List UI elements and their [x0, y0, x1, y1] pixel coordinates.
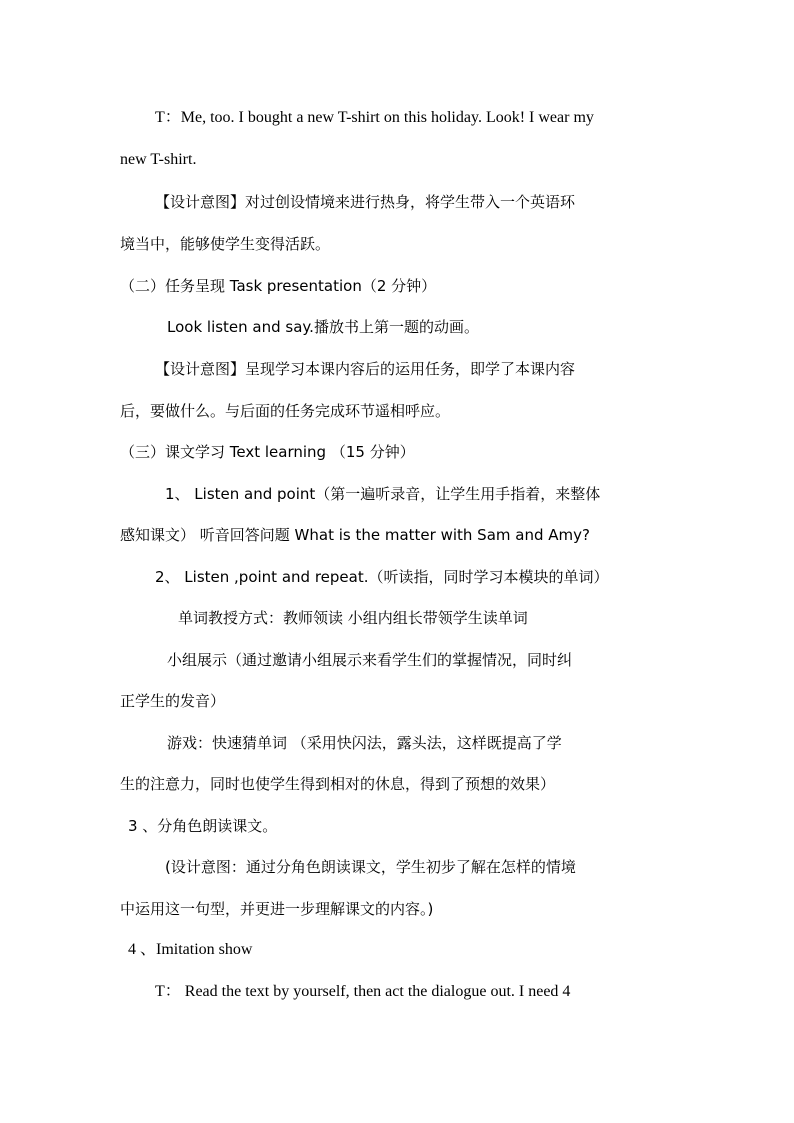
design-intent-continued: 后，要做什么。与后面的任务完成环节遥相呼应。: [120, 402, 451, 420]
design-intent-continued: 境当中，能够使学生变得活跃。: [120, 235, 331, 253]
step-2-listen-point-repeat: 2、 Listen ,point and repeat.（听读指，同时学习本模块的单词）: [155, 568, 609, 586]
section-heading-text-learning: （三）课文学习 Text learning （15 分钟）: [120, 443, 415, 461]
game-guess-words: 游戏：快速猜单词 （采用快闪法，露头法，这样既提高了学: [167, 734, 562, 752]
design-intent-role-reading-continued: 中运用这一句型，并更进一步理解课文的内容。): [120, 900, 434, 918]
step-4-imitation-show: 4 、Imitation show: [128, 941, 253, 958]
step-1-listen-and-point: 1、 Listen and point（第一遍听录音，让学生用手指着，来整体: [165, 485, 601, 503]
teacher-instruction-line: T： Read the text by yourself, then act the dialogue out. I need 4: [155, 983, 571, 1000]
design-intent-paragraph: 【设计意图】对过创设情境来进行热身，将学生带入一个英语环: [155, 193, 576, 211]
section-heading-task-presentation: （二）任务呈现 Task presentation（2 分钟）: [120, 277, 437, 295]
word-teaching-method: 单词教授方式：教师领读 小组内组长带领学生读单词: [178, 609, 528, 627]
step-3-role-reading: 3 、分角色朗读课文。: [128, 817, 278, 835]
task-instruction: Look listen and say.播放书上第一题的动画。: [167, 318, 479, 336]
group-display-continued: 正学生的发音）: [120, 692, 226, 710]
game-guess-words-continued: 生的注意力，同时也使学生得到相对的休息，得到了预想的效果）: [120, 775, 556, 793]
step-1-continued: 感知课文） 听音回答问题 What is the matter with Sam and Amy?: [120, 526, 590, 544]
design-intent-role-reading: (设计意图：通过分角色朗读课文，学生初步了解在怎样的情境: [165, 858, 576, 876]
dialogue-line-continued: new T-shirt.: [120, 151, 197, 168]
group-display: 小组展示（通过邀请小组展示来看学生们的掌握情况，同时纠: [167, 651, 573, 669]
design-intent-paragraph: 【设计意图】呈现学习本课内容后的运用任务，即学了本课内容: [155, 360, 576, 378]
dialogue-line-teacher: T：Me, too. I bought a new T-shirt on this holiday. Look! I wear my: [155, 109, 594, 126]
